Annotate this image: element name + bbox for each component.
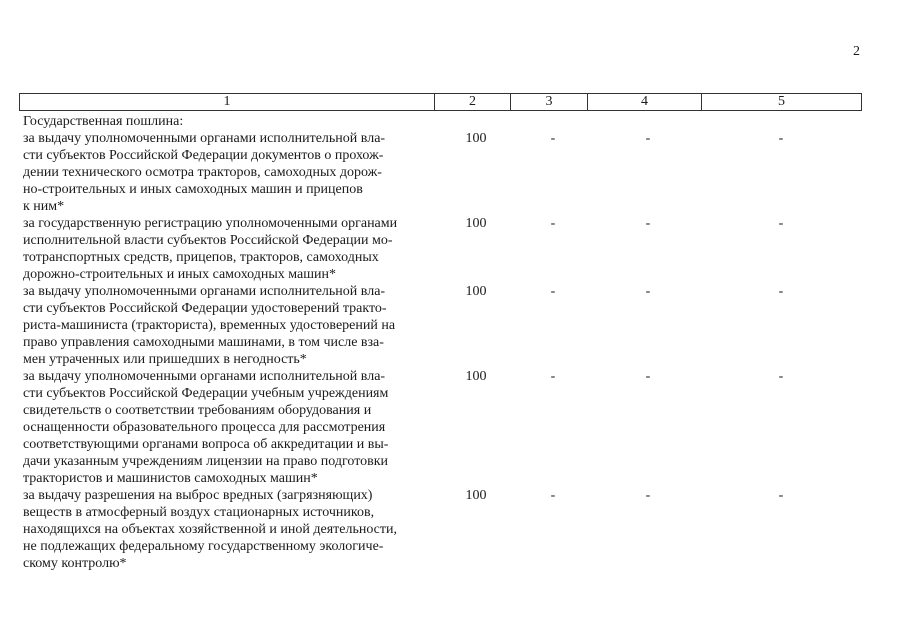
row-value-col3: - <box>550 488 556 503</box>
row-value-col2: 100 <box>465 216 487 231</box>
page-number: 2 <box>853 44 860 59</box>
row-description: за государственную регистрацию уполномоченными органами исполнительной власти субъектов Российской Федерации мо- тотранспортных средств, прицепов, тракторов, самоходных дорожно-строительных и иных самоходных машин* <box>23 216 398 282</box>
table-row <box>23 368 863 487</box>
table-row <box>23 487 863 572</box>
row-description: за выдачу уполномоченными органами исполнительной вла- сти субъектов Российской Федерации удостоверений тракто- риста-машиниста (тракториста), временных удостоверений на право управления самоходными машинами, в том числе взa- мен утраченных или пришедших в негодность* <box>23 284 396 367</box>
row-value-col3: - <box>550 284 556 299</box>
document-body <box>23 113 863 572</box>
row-value-col5: - <box>778 369 784 384</box>
row-value-col2: 100 <box>465 369 487 384</box>
row-value-col3: - <box>550 369 556 384</box>
column-header-5: 5 <box>702 94 862 111</box>
row-value-col5: - <box>778 488 784 503</box>
table-row <box>23 130 863 215</box>
row-description: за выдачу разрешения на выброс вредных (загрязняющих) веществ в атмосферный воздух стационарных источников, находящихся на объектах хозяйственной и иной деятельности, не подлежащих федеральному государственному экологиче- скому контролю* <box>23 488 398 571</box>
row-value-col4: - <box>645 216 651 231</box>
column-header-1: 1 <box>20 94 435 111</box>
column-header-3: 3 <box>511 94 588 111</box>
row-value-col5: - <box>778 216 784 231</box>
column-header-2: 2 <box>435 94 511 111</box>
row-value-col5: - <box>778 284 784 299</box>
row-value-col2: 100 <box>465 284 487 299</box>
column-header-row <box>20 94 862 111</box>
row-value-col2: 100 <box>465 131 487 146</box>
row-value-col3: - <box>550 131 556 146</box>
section-title: Государственная пошлина: <box>23 114 184 129</box>
column-header-table <box>19 93 862 111</box>
table-row <box>23 215 863 283</box>
row-value-col4: - <box>645 369 651 384</box>
row-value-col4: - <box>645 488 651 503</box>
row-value-col4: - <box>645 284 651 299</box>
table-row <box>23 283 863 368</box>
row-value-col4: - <box>645 131 651 146</box>
row-description: за выдачу уполномоченными органами исполнительной вла- сти субъектов Российской Федерации учебным учреждениям свидетельств о соответствии требованиям оборудования и оснащенности образовательного процесса для рассмотрения соответствующими органами вопроса об аккредитации и вы- дачи указанным учреждениям лицензии на право подготовки трактористов и машинистов самоходных машин* <box>23 369 389 486</box>
row-value-col3: - <box>550 216 556 231</box>
row-value-col2: 100 <box>465 488 487 503</box>
column-header-4: 4 <box>588 94 702 111</box>
row-description: за выдачу уполномоченными органами исполнительной вла- сти субъектов Российской Федерации документов о прохож- дении технического осмотра тракторов, самоходных дорож- но-строительных и иных самоходных машин и прицепов к ним* <box>23 131 386 214</box>
row-value-col5: - <box>778 131 784 146</box>
